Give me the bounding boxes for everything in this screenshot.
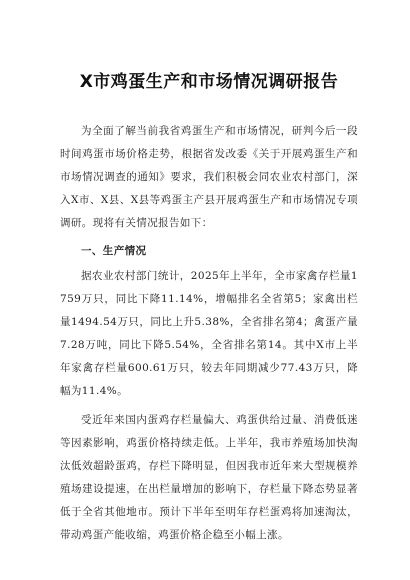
market-analysis-paragraph: 受近年来国内蛋鸡存栏量偏大、鸡蛋供给过量、消费低迷等因素影响，鸡蛋价格持续走低。上半年，我市养殖场加快淘汰低效超龄蛋鸡，存栏下降明显，但因我市近年来大型规模养殖场建设提速，在出栏量增加的影响下，存栏量下降态势显著低于全省其他地市。预计下半年至明年存栏蛋鸡将加速淘汰，带动鸡蛋产能收缩，鸡蛋价格企稳至小幅上涨。 [60, 414, 358, 541]
document-body [60, 120, 358, 547]
document-title: X市鸡蛋生产和市场情况调研报告 [79, 72, 339, 92]
production-statistics-paragraph: 据农业农村部门统计，2025年上半年，全市家禽存栏量1759万只，同比下降11.14%，增幅排名全省第5；家禽出栏量1494.54万只，同比上升5.38%，全省排名第4；禽蛋产量7.28万吨，同比下降5.54%，全省排名第14。其中X市上半年家禽存栏量600.61万只，较去年同期减少77.43万只，降幅为11.4%。 [60, 270, 358, 397]
section-heading-production: 一、生产情况 [81, 245, 147, 257]
intro-paragraph: 为全面了解当前我省鸡蛋生产和市场情况，研判今后一段时间鸡蛋市场价格走势，根据省发改委《关于开展鸡蛋生产和市场情况调查的通知》要求，我们积极会同农业农村部门，深入X市、X县、X县等鸡蛋主产县开展鸡蛋生产和市场情况专项调研。现将有关情况报告如下： [60, 125, 358, 229]
